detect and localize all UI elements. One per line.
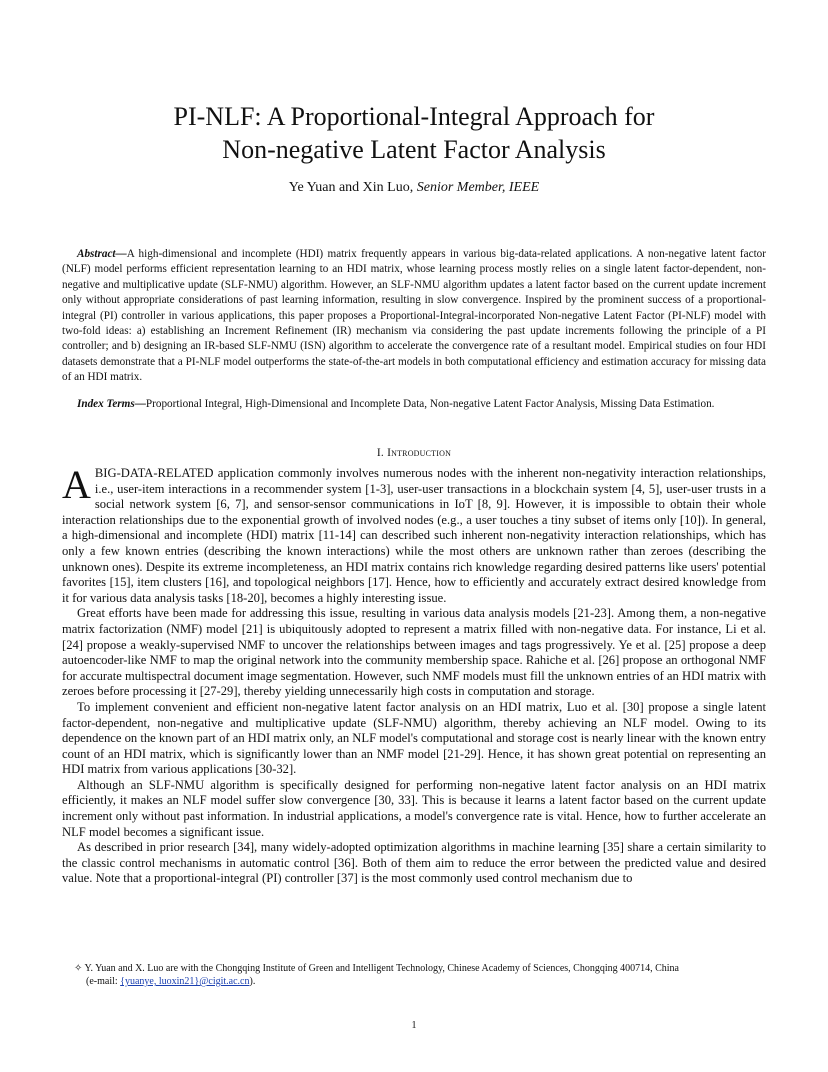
author-membership: Senior Member, IEEE [416,180,540,195]
author-names: Ye Yuan and Xin Luo, [288,180,414,195]
section-title: Introduction [387,447,452,459]
footnote-email-suffix: ). [249,976,256,987]
title-line-1: PI-NLF: A Proportional-Integral Approach for [173,102,655,131]
abstract [62,247,766,386]
body-text [62,462,766,887]
footnote-email-link[interactable]: {yuanye, luoxin21}@cigit.ac.cn [120,976,250,987]
title-line-2: Non-negative Latent Factor Analysis [222,135,606,164]
footnote-text: Y. Yuan and X. Luo are with the Chongqing Institute of Green and Intelligent Technology, Chinese Academy of Sciences, Chongqing 400714, China [84,963,679,974]
footnote-email-prefix: (e-mail: [86,976,121,987]
index-terms-label: Index Terms— [77,398,146,410]
index-terms [62,397,766,412]
paper-title [60,100,768,166]
body-paragraph-3: To implement convenient and efficient non-negative latent factor analysis on an HDI matrix, Luo et al. [30] propose a single latent factor-dependent, non-negative and multiplicative update (SLF-NMU) algorithm, thereby achieving an NLF model. Owing to its dependence on the known part of an HDI matrix only, an NLF model's computational and storage cost is nearly linear with the known entry count of an HDI matrix, which is significantly lower than an NMF model [21-29]. Hence, it has shown great potential on representing an HDI matrix from various applications [30-32]. [62,699,766,777]
drop-cap: A [62,462,91,507]
page-number: 1 [411,1020,417,1031]
index-terms-text: Proportional Integral, High-Dimensional and Incomplete Data, Non-negative Latent Factor Analysis, Missing Data Estimation. [145,398,715,410]
footnote [74,962,768,988]
body-paragraph-2: Great efforts have been made for addressing this issue, resulting in various data analysis models [21-23]. Among them, a non-negative matrix factorization (NMF) model [21] is ubiquitously adopted to represent a matrix filled with non-negative data. For instance, Li et al. [24] propose a weakly-supervised NMF to uncover the relationships between images and tags progressively. Ye et al. [25] propose a deep autoencoder-like NMF to map the original network into the community membership space. Rahiche et al. [26] propose an orthogonal NMF for accurate multispectral document image segmentation. However, such NMF models must fill the unknown entries of an HDI matrix with zeroes before processing it [27-29], thereby yielding unnecessarily high costs in computation and storage. [62,606,766,699]
author-line [60,179,768,197]
abstract-text: A high-dimensional and incomplete (HDI) matrix frequently appears in various big-data-related applications. A non-negative latent factor (NLF) model performs efficient representation learning to an HDI matrix, whose learning process mostly relies on a single latent factor-dependent, non-negative and multiplicative update (SLF-NMU) algorithm. However, an SLF-NMU algorithm updates a latent factor based on the current update increment only without appropriate considerations of past learning information, resulting in slow convergence. Inspired by the prominent success of a proportional-integral (PI) controller in various applications, this paper proposes a Proportional-Integral-incorporated Non-negative Latent Factor (PI-NLF) model with two-fold ideas: a) establishing an Increment Refinement (IR) mechanism via considering the past update increments following the principle of a PI controller; and b) designing an IR-based SLF-NMU (ISN) algorithm to accelerate the convergence rate of a resultant model. Empirical studies on four HDI datasets demonstrate that a PI-NLF model outperforms the state-of-the-art models in both computational efficiency and estimation accuracy for missing data of an HDI matrix. [62,248,766,384]
footnote-symbol: ✧ [74,963,83,974]
section-numeral: I. [376,447,384,459]
body-paragraph-4: Although an SLF-NMU algorithm is specifically designed for performing non-negative latent factor analysis on an HDI matrix efficiently, it makes an NLF model suffer slow convergence [30, 33]. This is because it learns a latent factor based on the current update increment only without past information. In industrial applications, a model's convergence rate is vital. Hence, how to further accelerate an NLF model becomes a significant issue. [62,777,766,839]
section-heading [60,446,768,461]
paragraph-1-text: BIG-DATA-RELATED application commonly involves numerous nodes with the inherent non-negativity interaction relationships, i.e., user-item interactions in a recommender system [1-3], user-user transactions in a blockchain system [4, 5], user-user trusts in a social network system [6, 7], and sensor-sensor communications in IoT [8, 9]. However, it is impossible to obtain their whole interaction relationships due to the exponential growth of involved nodes (e.g., a user touches a tiny subset of items only [10]). In general, a high-dimensional and incomplete (HDI) matrix [11-14] can described such inherent non-negativity interaction relationships, which has only a few known entries (describing the known interactions) while the most others are unknown rather than zeroes (describing the unknown ones). Despite its extreme incompleteness, an HDI matrix contains rich knowledge regarding desired patterns like users' potential favorites [15], item clusters [16], and topological neighbors [17]. Hence, how to efficiently and accurately extract desired knowledge from it for various data analysis tasks [18-20], becomes a highly interesting issue. [62,466,766,605]
body-paragraph-1 [62,462,766,606]
body-paragraph-5: As described in prior research [34], many widely-adopted optimization algorithms in machine learning [35] share a certain similarity to the classic control mechanisms in automatic control [36]. Both of them aim to reduce the error between the predicted value and desired value. Note that a proportional-integral (PI) controller [37] is the most commonly used control mechanism due to [62,840,766,886]
abstract-label: Abstract— [77,248,127,260]
